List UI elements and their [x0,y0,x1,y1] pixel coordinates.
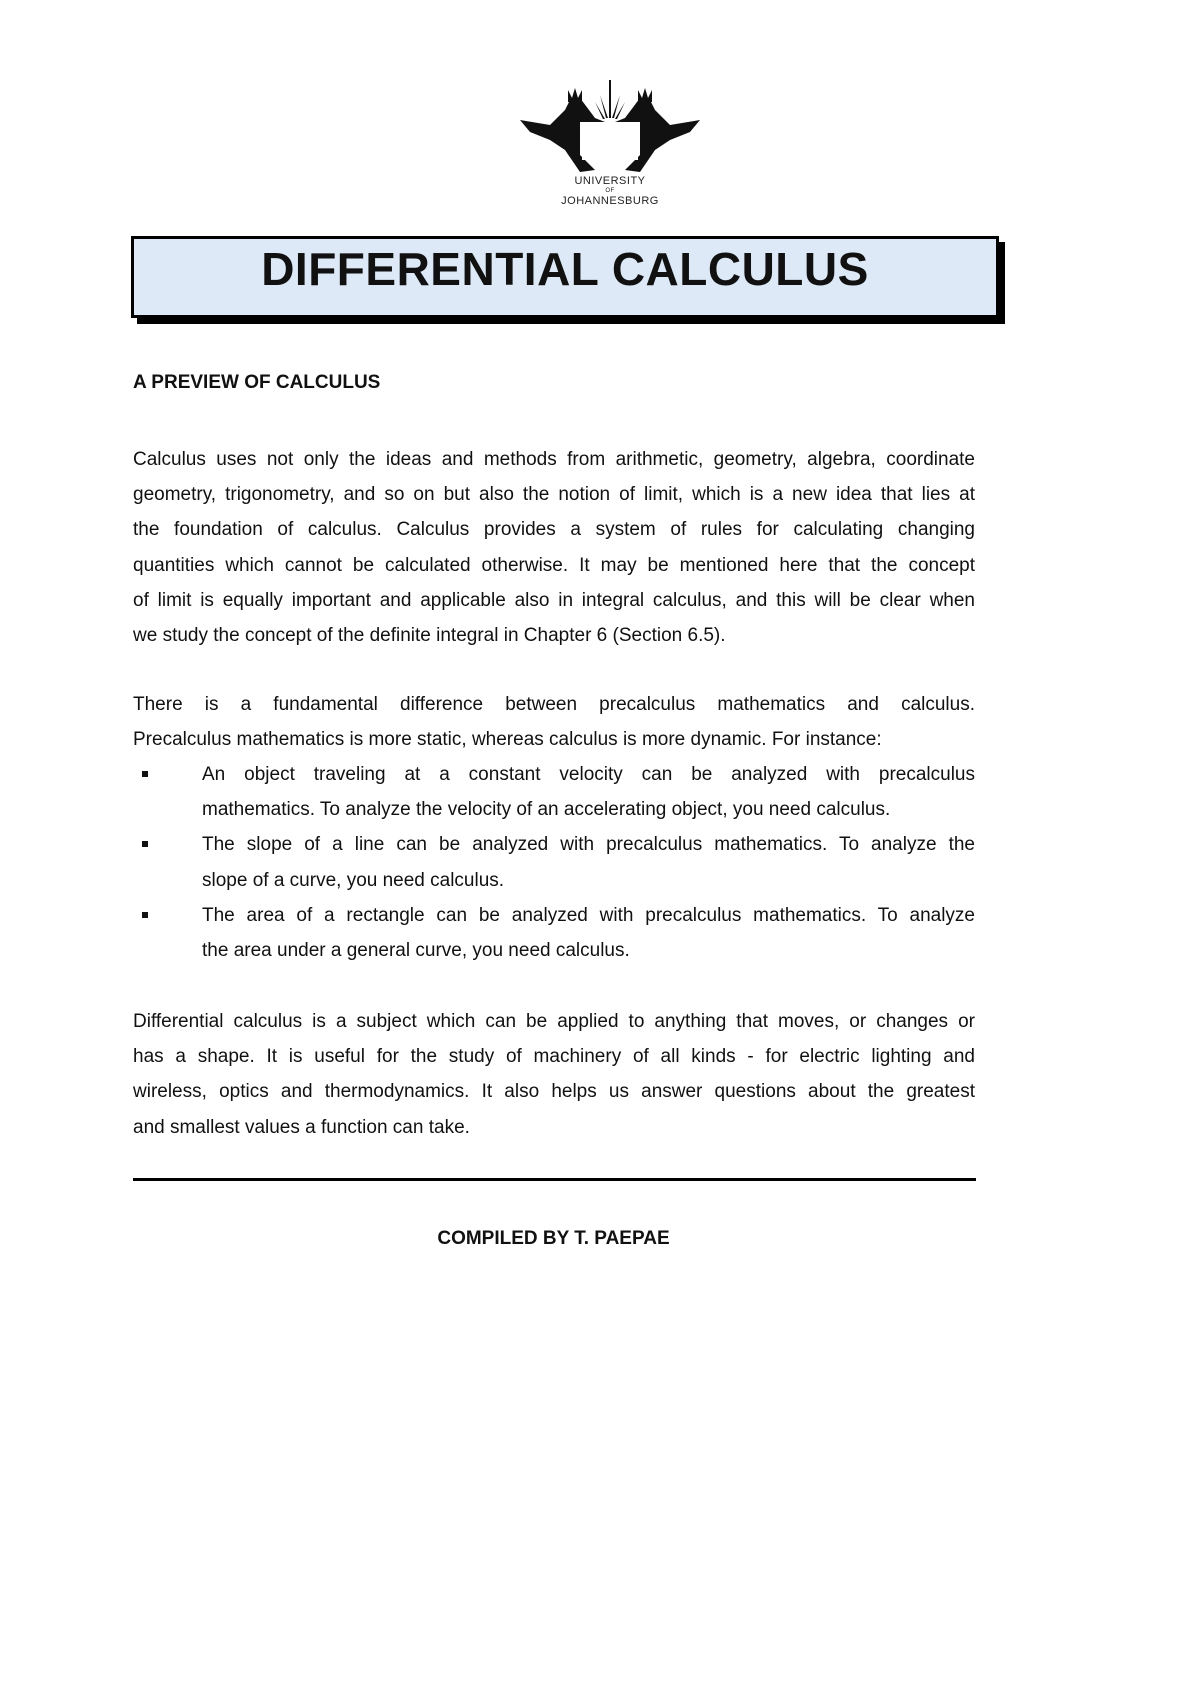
text-line: An object traveling at a constant velocity can be analyzed with precalculus [202,764,975,785]
bullet-item [133,757,975,827]
text-line: we study the concept of the definite integral in Chapter 6 (Section 6.5). [133,624,726,646]
section-heading: A PREVIEW OF CALCULUS [133,372,381,393]
paragraph-1 [133,442,975,653]
title-box [131,236,999,318]
text-line: and smallest values a function can take. [133,1116,470,1138]
logo-text-of: OF [605,188,615,194]
horizontal-rule [133,1178,976,1181]
paragraph-3 [133,1004,975,1145]
document-title: DIFFERENTIAL CALCULUS [261,243,869,295]
text-line: geometry, trigonometry, and so on but also the notion of limit, which is a new idea that lies at [133,484,975,506]
text-line: Precalculus mathematics is more static, whereas calculus is more dynamic. For instance: [133,729,882,751]
paragraph-2 [133,687,975,757]
square-bullet-icon [142,841,148,847]
text-line: mathematics. To analyze the velocity of an accelerating object, you need calculus. [202,799,891,821]
text-line: has a shape. It is useful for the study of machinery of all kinds - for electric lighting and [133,1046,975,1068]
bullet-list [133,757,975,968]
square-bullet-icon [142,912,148,918]
logo-text-university: UNIVERSITY [574,175,646,187]
university-logo [510,80,710,230]
text-line: quantities which cannot be calculated otherwise. It may be mentioned here that the concept [133,554,975,576]
square-bullet-icon [142,771,148,777]
compiled-by: COMPILED BY T. PAEPAE [437,1228,670,1249]
logo-text-johannesburg: JOHANNESBURG [561,195,659,207]
text-line: The slope of a line can be analyzed with precalculus mathematics. To analyze the [202,834,975,856]
text-line: Calculus uses not only the ideas and methods from arithmetic, geometry, algebra, coordinate [133,449,975,470]
text-line: The area of a rectangle can be analyzed with precalculus mathematics. To analyze [202,904,975,926]
text-line: wireless, optics and thermodynamics. It also helps us answer questions about the greatest [133,1081,975,1103]
bullet-item [133,898,975,968]
bullet-item [133,827,975,897]
text-line: There is a fundamental difference between precalculus mathematics and calculus. [133,694,975,715]
text-line: the foundation of calculus. Calculus provides a system of rules for calculating changing [133,519,975,541]
text-line: of limit is equally important and applicable also in integral calculus, and this will be clear when [133,589,975,611]
text-line: the area under a general curve, you need calculus. [202,939,630,961]
text-line: Differential calculus is a subject which can be applied to anything that moves, or changes or [133,1011,975,1032]
text-line: slope of a curve, you need calculus. [202,869,505,891]
